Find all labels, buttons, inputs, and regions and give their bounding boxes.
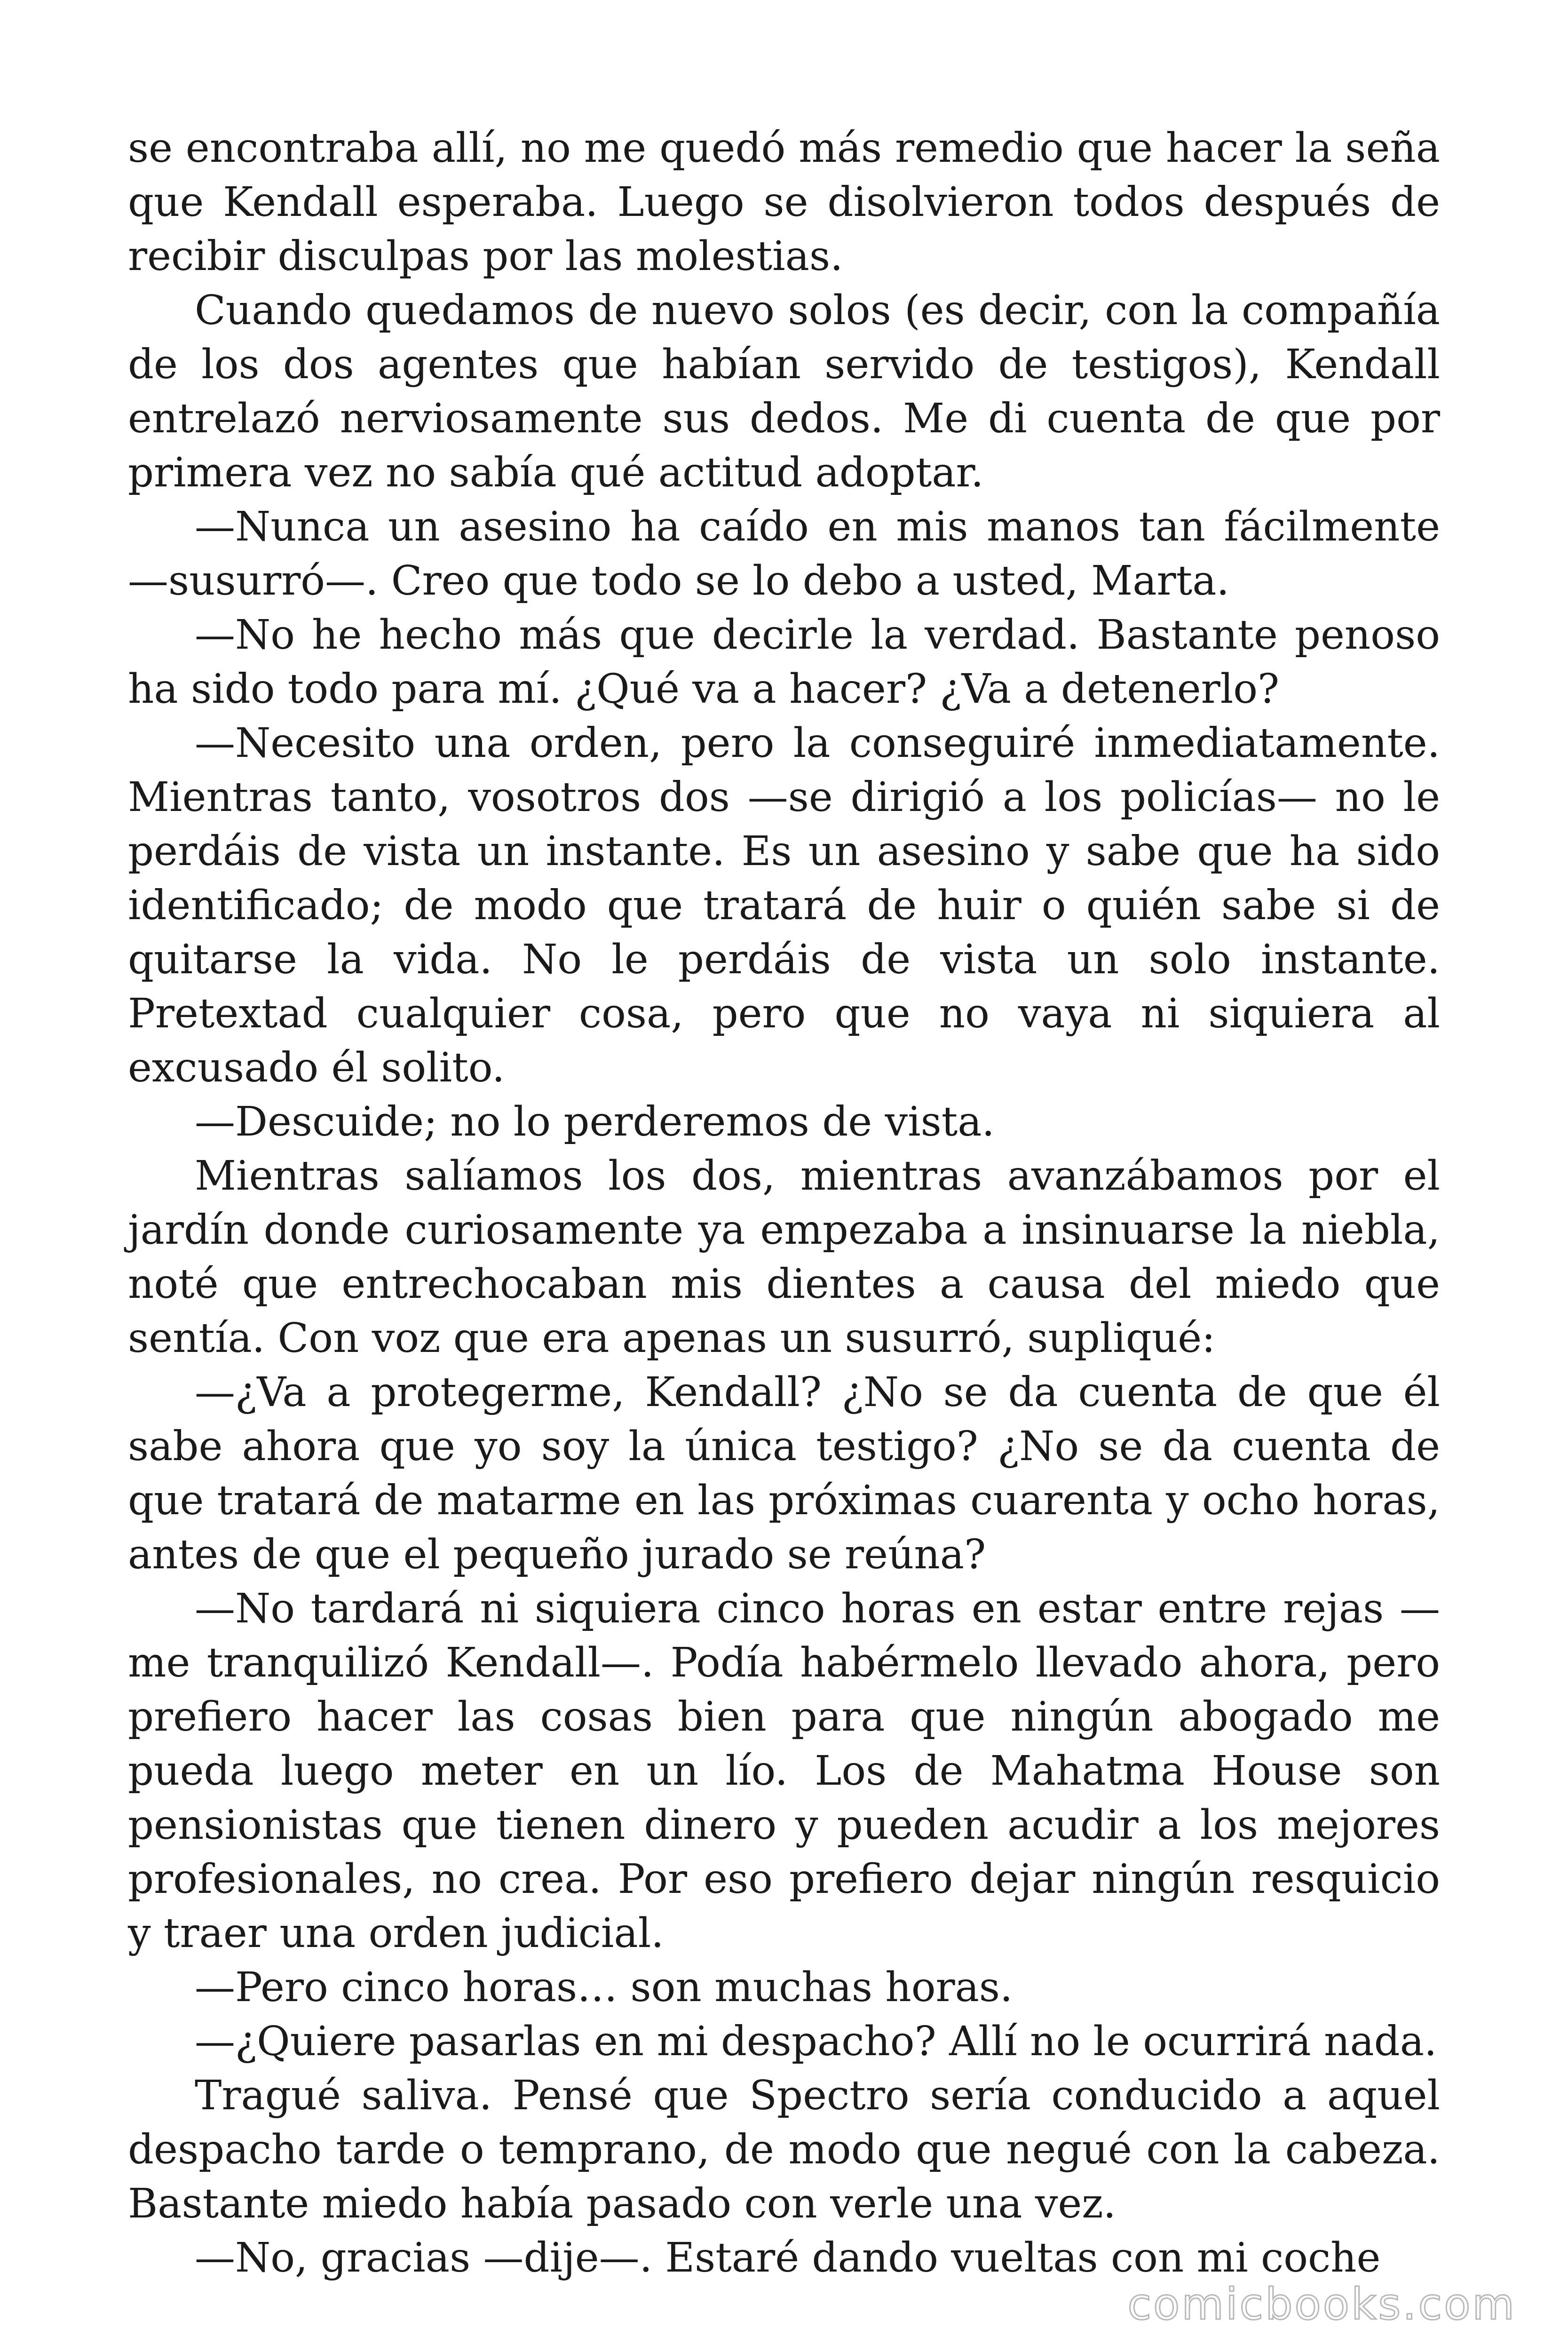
paragraph-4: —No he hecho más que decirle la verdad. Bastante penoso ha sido todo para mí. ¿Qué va a hacer? ¿Va a detenerlo?: [128, 612, 1440, 713]
paragraph-1: se encontraba allí, no me quedó más remedio que hacer la seña que Kendall esperaba. Luego se disolvieron todos después de recibir disculpas por las molestias.: [128, 125, 1440, 280]
paragraph-2: Cuando quedamos de nuevo solos (es decir, con la compañía de los dos agentes que habían servido de testigos), Kendall entrelazó nerviosamente sus dedos. Me di cuenta de que por primera vez no sabía qué actitud adoptar.: [128, 287, 1440, 496]
paragraph-8: —¿Va a protegerme, Kendall? ¿No se da cuenta de que él sabe ahora que yo soy la única testigo? ¿No se da cuenta de que tratará de matarme en las próximas cuarenta y ocho horas, antes de que el pequeño jurado se reúna?: [128, 1369, 1440, 1578]
paragraph-13: —No, gracias —dije—. Estaré dando vueltas con mi coche: [195, 2234, 1381, 2281]
paragraph-10: —Pero cinco horas… son muchas horas.: [195, 1964, 1013, 2011]
page-text-body: [128, 121, 1440, 2285]
paragraph-5: —Necesito una orden, pero la conseguiré inmediatamente. Mientras tanto, vosotros dos —se dirigió a los policías— no le perdáis de vista un instante. Es un asesino y sabe que ha sido identificado; de modo que tratará de huir o quién sabe si de quitarse la vida. No le perdáis de vista un solo instante. Pretextad cualquier cosa, pero que no vaya ni siquiera al excusado él solito.: [128, 720, 1440, 1091]
paragraph-9: —No tardará ni siquiera cinco horas en estar entre rejas —me tranquilizó Kendall—. Podía habérmelo llevado ahora, pero prefiero hacer las cosas bien para que ningún abogado me pueda luego meter en un lío. Los de Mahatma House son pensionistas que tienen dinero y pueden acudir a los mejores profesionales, no crea. Por eso prefiero dejar ningún resquicio y traer una orden judicial.: [128, 1585, 1440, 1957]
paragraph-12: Tragué saliva. Pensé que Spectro sería conducido a aquel despacho tarde o temprano, de modo que negué con la cabeza. Bastante miedo había pasado con verle una vez.: [128, 2072, 1440, 2227]
watermark-logo: comicbooks.com: [1127, 2279, 1516, 2329]
paragraph-6: —Descuide; no lo perderemos de vista.: [195, 1098, 995, 1145]
paragraph-11: —¿Quiere pasarlas en mi despacho? Allí no le ocurrirá nada.: [195, 2018, 1437, 2065]
paragraph-7: Mientras salíamos los dos, mientras avanzábamos por el jardín donde curiosamente ya empezaba a insinuarse la niebla, noté que entrechocaban mis dientes a causa del miedo que sentía. Con voz que era apenas un susurró, supliqué:: [128, 1152, 1440, 1362]
paragraph-3: —Nunca un asesino ha caído en mis manos tan fácilmente —susurró—. Creo que todo se lo debo a usted, Marta.: [128, 503, 1440, 604]
